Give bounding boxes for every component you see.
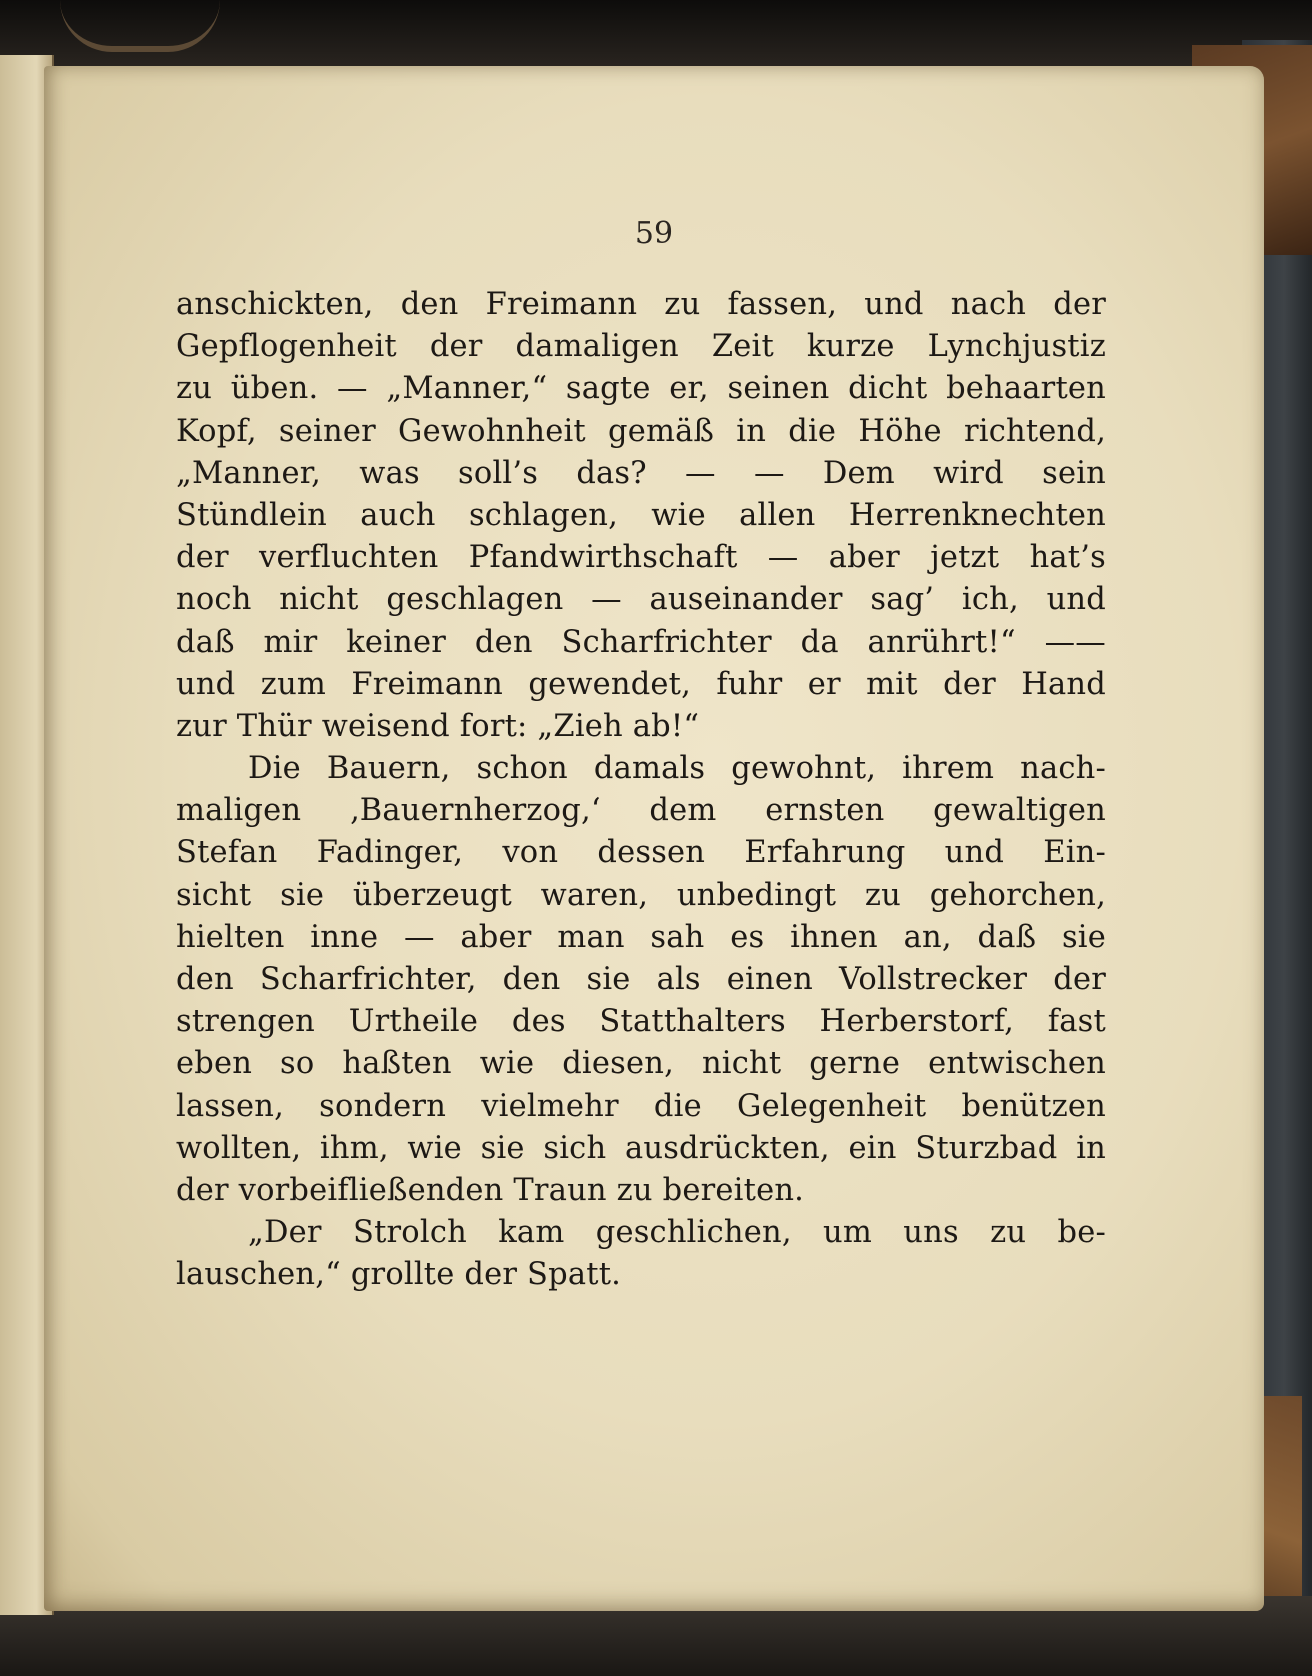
- text-line: strengen Urtheile des Statthalters Herberstorf, fast: [176, 1004, 1106, 1040]
- text-line: zur Thür weisend fort: „Zieh ab!“: [176, 708, 700, 744]
- body-text: [176, 284, 1106, 1297]
- text-line: der vorbeifließenden Traun zu bereiten.: [176, 1172, 805, 1208]
- text-line: hielten inne — aber man sah es ihnen an, daß sie: [176, 919, 1106, 955]
- text-line: anschickten, den Freimann zu fassen, und nach der: [176, 287, 1106, 322]
- text-line: Stündlein auch schlagen, wie allen Herrenknechten: [176, 497, 1106, 533]
- text-line: daß mir keiner den Scharfrichter da anrührt!“ ——: [176, 624, 1106, 660]
- text-line: noch nicht geschlagen — auseinander sag’ ich, und: [176, 582, 1106, 618]
- text-line: maligen ‚Bauernherzog,‘ dem ernsten gewaltigen: [176, 793, 1106, 829]
- text-line: lauschen,“ grollte der Spatt.: [176, 1257, 622, 1293]
- text-line: „Manner, was soll’s das? — — Dem wird sein: [176, 455, 1106, 491]
- text-line: Kopf, seiner Gewohnheit gemäß in die Höhe richtend,: [176, 413, 1106, 449]
- text-line: lassen, sondern vielmehr die Gelegenheit benützen: [176, 1088, 1106, 1124]
- text-line: und zum Freimann gewendet, fuhr er mit der Hand: [176, 666, 1106, 702]
- text-line: „Der Strolch kam geschlichen, um uns zu be-: [248, 1215, 1106, 1251]
- text-line: Die Bauern, schon damals gewohnt, ihrem nach-: [248, 751, 1106, 787]
- text-line: Stefan Fadinger, von dessen Erfahrung und Ein-: [176, 835, 1106, 871]
- text-line: Gepflogenheit der damaligen Zeit kurze Lynchjustiz: [176, 329, 1106, 365]
- text-line: den Scharfrichter, den sie als einen Vollstrecker der: [176, 962, 1106, 997]
- page-number: 59: [634, 216, 674, 251]
- text-line: sicht sie überzeugt waren, unbedingt zu gehorchen,: [176, 877, 1106, 913]
- text-line: der verfluchten Pfandwirthschaft — aber jetzt hat’s: [176, 540, 1106, 576]
- text-line: wollten, ihm, wie sie sich ausdrückten, ein Sturzbad in: [176, 1130, 1106, 1166]
- text-line: zu üben. — „Manner,“ sagte er, seinen dicht behaarten: [176, 371, 1106, 407]
- text-line: eben so haßten wie diesen, nicht gerne entwischen: [176, 1046, 1106, 1082]
- book-page: [44, 66, 1264, 1611]
